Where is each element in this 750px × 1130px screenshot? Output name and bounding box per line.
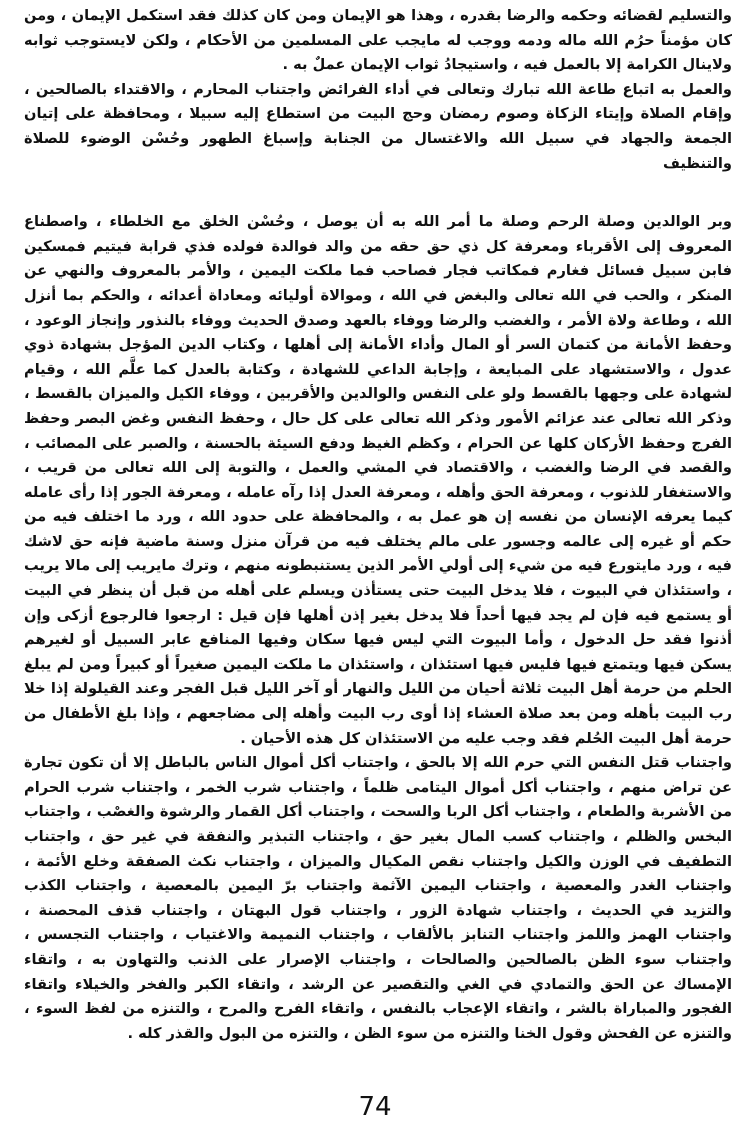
page-number: 74 <box>358 1092 392 1122</box>
paragraph-4: واجتناب قتل النفس التي حرم الله إلا بالحق ، واجتناب أكل أموال الناس بالباطل إلا أن تكون تجارة عن تراض منهم ، واجتناب أكل أموال اليتامى ظلماً ، واجتناب شرب الخمر ، واجتناب شرب الحرام من الأشربة والطعام ، واجتناب أكل الربا والسحت ، واجتناب أكل القمار والرشوة والغصْب ، واجتناب البخس والظلم ، واجتناب كسب المال بغير حق ، واجتناب التبذير والنفقة في غير حق ، واجتناب التطفيف في الوزن والكيل واجتناب نقص المكيال والميزان ، واجتناب نكث الصفقة وخلع الأئمة ، واجتناب الغدر والمعصية ، واجتناب اليمين الآثمة واجتناب برّ اليمين بالمعصية ، واجتناب الكذب والتزيد في الحديث ، واجتناب شهادة الزور ، واجتناب قول البهتان ، واجتناب قذف المحصنة ، واجتناب الهمز واللمز واجتناب التنابز بالألقاب ، واجتناب النميمة والاغتياب ، واجتناب التجسس ، واجتناب سوء الظن بالصالحين والصالحات ، واجتناب الإصرار على الذنب والتهاون به ، واتقاء الإمساك عن الحق والتمادي في الغي والتقصير عن الرشد ، واتقاء الكبر والفخر والخيلاء واتقاء الفجور والمباراة بالشر ، واتقاء الإعجاب بالنفس ، واتقاء الفرح والمرح ، والتنزه من لفظ السوء ، والتنزه عن الفحش وقول الخنا والتنزه من سوء الظن ، والتنزه من البول والقذر كله . <box>24 754 732 1042</box>
paragraph-3: وبر الوالدين وصلة الرحم وصلة ما أمر الله به أن يوصل ، وحُسْن الخلق مع الخلطاء ، واصطناع المعروف إلى الأقرباء ومعرفة كل ذي حق حقه من والد فوالدة فولده فذي قرابة فيتيم فمسكين فابن سبيل فسائل فغارم فمكاتب فجار فصاحب فما ملكت اليمين ، والأمر بالمعروف والنهي عن المنكر ، والحب في الله تعالى والبغض في الله ، وموالاة أوليائه ومعاداة أعدائه ، والحكم بما أنزل الله ، وطاعة ولاة الأمر ، والغضب والرضا ووفاء بالعهد وصدق الحديث ووفاء بالنذور وإنجاز الوعود ، وحفظ الأمانة من كتمان السر أو المال وأداء الأمانة إلى أهلها ، وكتاب الدين المؤجل بشهادة ذوي عدول ، والاستشهاد على المبايعة ، وإجابة الداعي للشهادة ، وكتابة بالعدل كما علَّم الله ، وقيام لشهادة على وجهها بالقسط ولو على النفس والوالدين والأقربين ، ووفاء الكيل والميزان بالقسط ، وذكر الله تعالى عند عزائم الأمور وذكر الله تعالى على كل حال ، وحفظ النفس وغض البصر وحفظ الفرج وحفظ الأركان كلها عن الحرام ، وكظم الغيظ ودفع السيئة بالحسنة ، والصبر على المصائب ، والقصد في الرضا والغضب ، والاقتصاد في المشي والعمل ، والتوبة إلى الله تعالى من قريب ، والاستغفار للذنوب ، ومعرفة الحق وأهله ، ومعرفة العدل إذا رآه عامله ، ومعرفة الجور إذا رأى عامله كيما يعرفه الإنسان من نفسه إن هو عمل به ، والمحافظة على حدود الله ، ورد ما اختلف فيه من حكم أو غيره إلى عالمه وجسور على مالم يختلف فيه من قرآن منزل وسنة ماضية فإنه حق لاشك فيه ، ورد مايتورع فيه من شيء إلى أولي الأمر الذين يستنبطونه منهم ، وترك مايريب إلى مالا يريب ، واستئذان في البيوت ، فلا يدخل البيت حتى يستأذن ويسلم على أهله من قبل أن ينظر في البيت أو يستمع فيه فإن لم يجد فيها أحداً فلا يدخل بغير إذن أهلها فإن قيل : ارجعوا فالرجوع أزكى وإن أذنوا فقد حل الدخول ، وأما البيوت التي ليس فيها سكان وفيها المنافع عابر السبيل أو لغيرهم يسكن فيها ويتمتع فيها فليس فيها استئذان ، واستئذان ما ملكت اليمين صغيراً أو كبيراً ومن لم يبلغ الحلم من حرمة أهل البيت ثلاثة أحيان من الليل والنهار أو آخر الليل قبل الفجر وعند القيلولة إذا خلا رب البيت بأهله ومن بعد صلاة العشاء إذا أوى رب البيت وأهله إلى مضاجعهم ، وإذا بلغ الأطفال من حرمة أهل البيت الحُلم فقد وجب عليه من الاستئذان كل هذه الأحيان . <box>24 213 732 747</box>
paragraph-1: والتسليم لقضائه وحكمه والرضا بقدره ، وهذا هو الإيمان ومن كان كذلك فقد استكمل الإيمان ، ومن كان مؤمناً حرُم الله ماله ودمه ووجب له مايجب على المسلمين من الأحكام ، ولكن لايستوجب ثوابه ولاينال الكرامة إلا بالعمل فيه ، واستيجادُ ثواب الإيمان عملٌ به . <box>24 7 732 74</box>
paragraph-2: والعمل به اتباع طاعة الله تبارك وتعالى في أداء الفرائض واجتناب المحارم ، والاقتداء بالصالحين ، وإقام الصلاة وإيتاء الزكاة وصوم رمضان وحج البيت من استطاع إليه سبيلا ، ومحافظة على إتيان الجمعة والجهاد في سبيل الله والاغتسال من الجنابة وإسباغ الطهور وحُسْن الوضوء للصلاة والتنظيف <box>24 80 732 172</box>
